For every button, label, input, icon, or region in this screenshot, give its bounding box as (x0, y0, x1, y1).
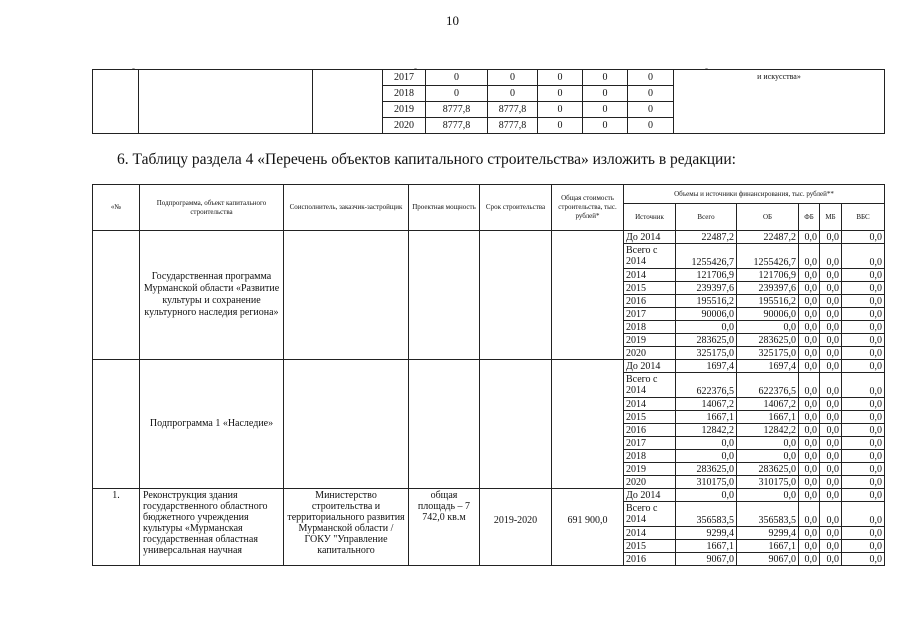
header-object: Подпрограмма, объект капитального строительства (140, 185, 284, 231)
empty-cell (139, 70, 313, 134)
header-financing: Объемы и источники финансирования, тыс. рублей** (624, 185, 885, 204)
table-cell: 0,0 (799, 437, 820, 450)
table-cell: 0,0 (842, 476, 885, 489)
table-cell: 0 (628, 102, 674, 118)
table-cell: 2018 (383, 86, 426, 102)
table-cell: 22487,2 (737, 231, 799, 244)
cost-cell: 691 900,0 (552, 489, 624, 566)
table-cell: 0,0 (842, 489, 885, 502)
page-number: 10 (446, 13, 459, 28)
table-cell: 2016 (624, 295, 676, 308)
scan-mark: - (705, 63, 708, 73)
table-cell: 283625,0 (676, 334, 737, 347)
table-cell: 1667,1 (676, 411, 737, 424)
table-cell: 0,0 (820, 450, 842, 463)
object-name: Реконструкция здания государственного областного бюджетного учреждения культуры «Мурманская государственная областная универсальная научная (140, 489, 284, 566)
table-cell: 0,0 (799, 489, 820, 502)
header-total: Всего (676, 204, 737, 231)
table-cell: 0,0 (842, 540, 885, 553)
header-ob: ОБ (737, 204, 799, 231)
empty-cell (409, 360, 480, 489)
table-cell: 8777,8 (488, 118, 538, 134)
table-cell: 0,0 (820, 334, 842, 347)
table-cell: 0 (628, 86, 674, 102)
table-cell: 0 (583, 102, 628, 118)
table-cell: 0,0 (842, 282, 885, 295)
table-cell: 2015 (624, 411, 676, 424)
header-source: Источник (624, 204, 676, 231)
table-cell: 283625,0 (737, 463, 799, 476)
table-cell: 0 (538, 102, 583, 118)
table-cell: 0,0 (820, 231, 842, 244)
table-cell: 0,0 (820, 424, 842, 437)
table-cell: 239397,6 (676, 282, 737, 295)
table-cell: До 2014 (624, 360, 676, 373)
table-cell: 2020 (383, 118, 426, 134)
table-cell: 1667,1 (737, 411, 799, 424)
table-cell: 0 (628, 118, 674, 134)
table-cell: 622376,5 (676, 373, 737, 398)
table-cell: 0,0 (799, 269, 820, 282)
table-cell: 2017 (624, 437, 676, 450)
table-cell: 325175,0 (676, 347, 737, 360)
scan-mark: - (414, 63, 417, 73)
empty-cell (284, 360, 409, 489)
table-cell: 0,0 (820, 244, 842, 269)
table-cell: 2017 (624, 308, 676, 321)
table-cell: 14067,2 (676, 398, 737, 411)
table-cell: 0,0 (842, 269, 885, 282)
table-cell: 9067,0 (737, 553, 799, 566)
table-cell: 12842,2 (676, 424, 737, 437)
table-cell: 0,0 (676, 489, 737, 502)
table-cell: 0 (628, 70, 674, 86)
capital-construction-table (92, 184, 885, 566)
table-cell: 2019 (624, 463, 676, 476)
table-cell: 0 (538, 86, 583, 102)
table-cell: 0,0 (820, 373, 842, 398)
table-cell: До 2014 (624, 489, 676, 502)
table-cell: Всего с 2014 (624, 373, 676, 398)
table-cell: 2020 (624, 476, 676, 489)
table-cell: 0,0 (820, 411, 842, 424)
table-cell: 0,0 (842, 295, 885, 308)
header-vbs: ВБС (842, 204, 885, 231)
header-fb: ФБ (799, 204, 820, 231)
table-cell: 0,0 (842, 450, 885, 463)
table-cell: 0,0 (820, 489, 842, 502)
table-cell: 1667,1 (676, 540, 737, 553)
table-cell: 9299,4 (676, 527, 737, 540)
table-cell: 1697,4 (676, 360, 737, 373)
table-cell: 0,0 (799, 373, 820, 398)
header-term: Срок строительства (480, 185, 552, 231)
program-name: Государственная программа Мурманской области «Развитие культуры и сохранение культурного наследия региона» (140, 231, 284, 360)
table-cell: 0,0 (842, 334, 885, 347)
table-cell: 195516,2 (737, 295, 799, 308)
table-cell: 0,0 (737, 450, 799, 463)
table-cell: 0,0 (799, 360, 820, 373)
table-cell: 22487,2 (676, 231, 737, 244)
table-cell: 310175,0 (676, 476, 737, 489)
table-cell: 2019 (624, 334, 676, 347)
table-cell: 2016 (624, 424, 676, 437)
table-cell: 0,0 (820, 553, 842, 566)
table-cell: 8777,8 (426, 102, 488, 118)
header-mb: МБ (820, 204, 842, 231)
table-cell: 2017 (383, 70, 426, 86)
table-cell: 0,0 (799, 308, 820, 321)
table-cell: 0,0 (842, 360, 885, 373)
table-cell: 239397,6 (737, 282, 799, 295)
table-cell: 0 (488, 70, 538, 86)
table-cell: 8777,8 (426, 118, 488, 134)
table-cell: 0 (583, 118, 628, 134)
table-cell: 2015 (624, 282, 676, 295)
table-cell: 0,0 (842, 424, 885, 437)
table-cell: 8777,8 (488, 102, 538, 118)
empty-cell (552, 231, 624, 360)
table-cell: 90006,0 (676, 308, 737, 321)
table-cell: 0,0 (799, 295, 820, 308)
table-cell: 9299,4 (737, 527, 799, 540)
table-cell: 90006,0 (737, 308, 799, 321)
table-cell: 0,0 (820, 540, 842, 553)
table-cell: 0,0 (842, 244, 885, 269)
continued-table (92, 69, 885, 134)
empty-cell (284, 231, 409, 360)
table-cell: 0,0 (799, 244, 820, 269)
table-cell: 283625,0 (737, 334, 799, 347)
table-cell: 0,0 (820, 527, 842, 540)
table-cell: 2018 (624, 450, 676, 463)
table-cell: 0,0 (799, 540, 820, 553)
table-cell: 2018 (624, 321, 676, 334)
table-cell: 0 (488, 86, 538, 102)
table-cell: 0,0 (842, 231, 885, 244)
table-cell: 0,0 (799, 411, 820, 424)
table-cell: 121706,9 (737, 269, 799, 282)
table-cell: 2014 (624, 527, 676, 540)
table-cell: 0,0 (676, 437, 737, 450)
table-cell: 356583,5 (676, 502, 737, 527)
table-cell: 0,0 (676, 321, 737, 334)
table-cell: 0,0 (737, 489, 799, 502)
table-cell: 0,0 (799, 553, 820, 566)
table-cell: Всего с 2014 (624, 244, 676, 269)
table-cell: 1255426,7 (737, 244, 799, 269)
table-cell: Всего с 2014 (624, 502, 676, 527)
table-cell: 0,0 (799, 231, 820, 244)
table-cell: 0,0 (799, 527, 820, 540)
executor-cell: Министерство строительства и территориального развития Мурманской области / ГОКУ "Управление капитального (284, 489, 409, 566)
table-cell: 0 (583, 70, 628, 86)
table-cell: 0,0 (676, 450, 737, 463)
table-cell: 0,0 (799, 398, 820, 411)
table-cell: 0,0 (842, 411, 885, 424)
table-cell: 0,0 (737, 437, 799, 450)
header-capacity: Проектная мощность (409, 185, 480, 231)
table-cell: 0,0 (799, 282, 820, 295)
table-cell: До 2014 (624, 231, 676, 244)
table-cell: 1667,1 (737, 540, 799, 553)
table-cell: 0,0 (842, 553, 885, 566)
table-cell: 121706,9 (676, 269, 737, 282)
table-cell: 0 (426, 86, 488, 102)
table-cell: 0 (426, 70, 488, 86)
table-cell: 622376,5 (737, 373, 799, 398)
table-cell: 0,0 (820, 321, 842, 334)
table-cell: 356583,5 (737, 502, 799, 527)
table-cell: 0,0 (799, 424, 820, 437)
table-cell: 9067,0 (676, 553, 737, 566)
row-number: 1. (93, 489, 140, 566)
table-cell: 0,0 (842, 463, 885, 476)
table-cell: 0,0 (737, 321, 799, 334)
table-cell: 0,0 (799, 334, 820, 347)
table-cell: 2015 (624, 540, 676, 553)
table-cell: 0,0 (799, 347, 820, 360)
empty-cell (93, 231, 140, 360)
table-cell: 0,0 (799, 321, 820, 334)
table-cell: 0,0 (820, 269, 842, 282)
table-cell: 0,0 (842, 321, 885, 334)
header-num: «№ (93, 185, 140, 231)
table-cell: 0,0 (799, 476, 820, 489)
table-cell: 0,0 (820, 463, 842, 476)
table-row (93, 489, 885, 502)
table-cell: 0 (583, 86, 628, 102)
table-cell: 0,0 (842, 373, 885, 398)
table-cell: 0 (538, 70, 583, 86)
table-cell: 0,0 (820, 398, 842, 411)
table-cell: 1255426,7 (676, 244, 737, 269)
empty-cell (480, 360, 552, 489)
table-cell: 0,0 (820, 308, 842, 321)
table-cell: 0 (538, 118, 583, 134)
table-cell: 0,0 (842, 527, 885, 540)
capacity-cell: общая площадь – 7 742,0 кв.м (409, 489, 480, 566)
table-cell: 283625,0 (676, 463, 737, 476)
table-cell: 195516,2 (676, 295, 737, 308)
table-cell: 14067,2 (737, 398, 799, 411)
empty-cell (552, 360, 624, 489)
table-cell: 0,0 (799, 463, 820, 476)
scan-mark: - (132, 63, 135, 73)
table-cell: 0,0 (842, 502, 885, 527)
table-cell: 0,0 (799, 450, 820, 463)
empty-cell (93, 70, 139, 134)
table-cell: 310175,0 (737, 476, 799, 489)
table-cell: 0,0 (799, 502, 820, 527)
table-cell: 2016 (624, 553, 676, 566)
table-cell: 1697,4 (737, 360, 799, 373)
table-cell: 0,0 (842, 308, 885, 321)
table-cell: 2019 (383, 102, 426, 118)
header-cost: Общая стоимость строительства, тыс. рублей* (552, 185, 624, 231)
table-row (93, 360, 885, 373)
program-name: Подпрограмма 1 «Наследие» (140, 360, 284, 489)
table-cell: 0,0 (820, 360, 842, 373)
table-cell: 12842,2 (737, 424, 799, 437)
table-cell: 0,0 (842, 347, 885, 360)
table-cell: 0,0 (820, 437, 842, 450)
empty-cell (480, 231, 552, 360)
table-cell: 2014 (624, 269, 676, 282)
table-row (93, 231, 885, 244)
table-cell: 2014 (624, 398, 676, 411)
term-cell: 2019-2020 (480, 489, 552, 566)
instruction-text: 6. Таблицу раздела 4 «Перечень объектов капитального строительства» изложить в редакции: (117, 151, 736, 168)
empty-cell (93, 360, 140, 489)
remark-cell: и искусства» (674, 70, 885, 134)
table-cell: 2020 (624, 347, 676, 360)
header-executor: Соисполнитель, заказчик-застройщик (284, 185, 409, 231)
table-cell: 0,0 (820, 295, 842, 308)
table-cell: 0,0 (842, 398, 885, 411)
table-cell: 0,0 (820, 347, 842, 360)
table-cell: 0,0 (820, 282, 842, 295)
table-row (93, 70, 885, 86)
table-cell: 0,0 (842, 437, 885, 450)
table-cell: 325175,0 (737, 347, 799, 360)
empty-cell (409, 231, 480, 360)
table-cell: 0,0 (820, 502, 842, 527)
table-cell: 0,0 (820, 476, 842, 489)
empty-cell (313, 70, 383, 134)
